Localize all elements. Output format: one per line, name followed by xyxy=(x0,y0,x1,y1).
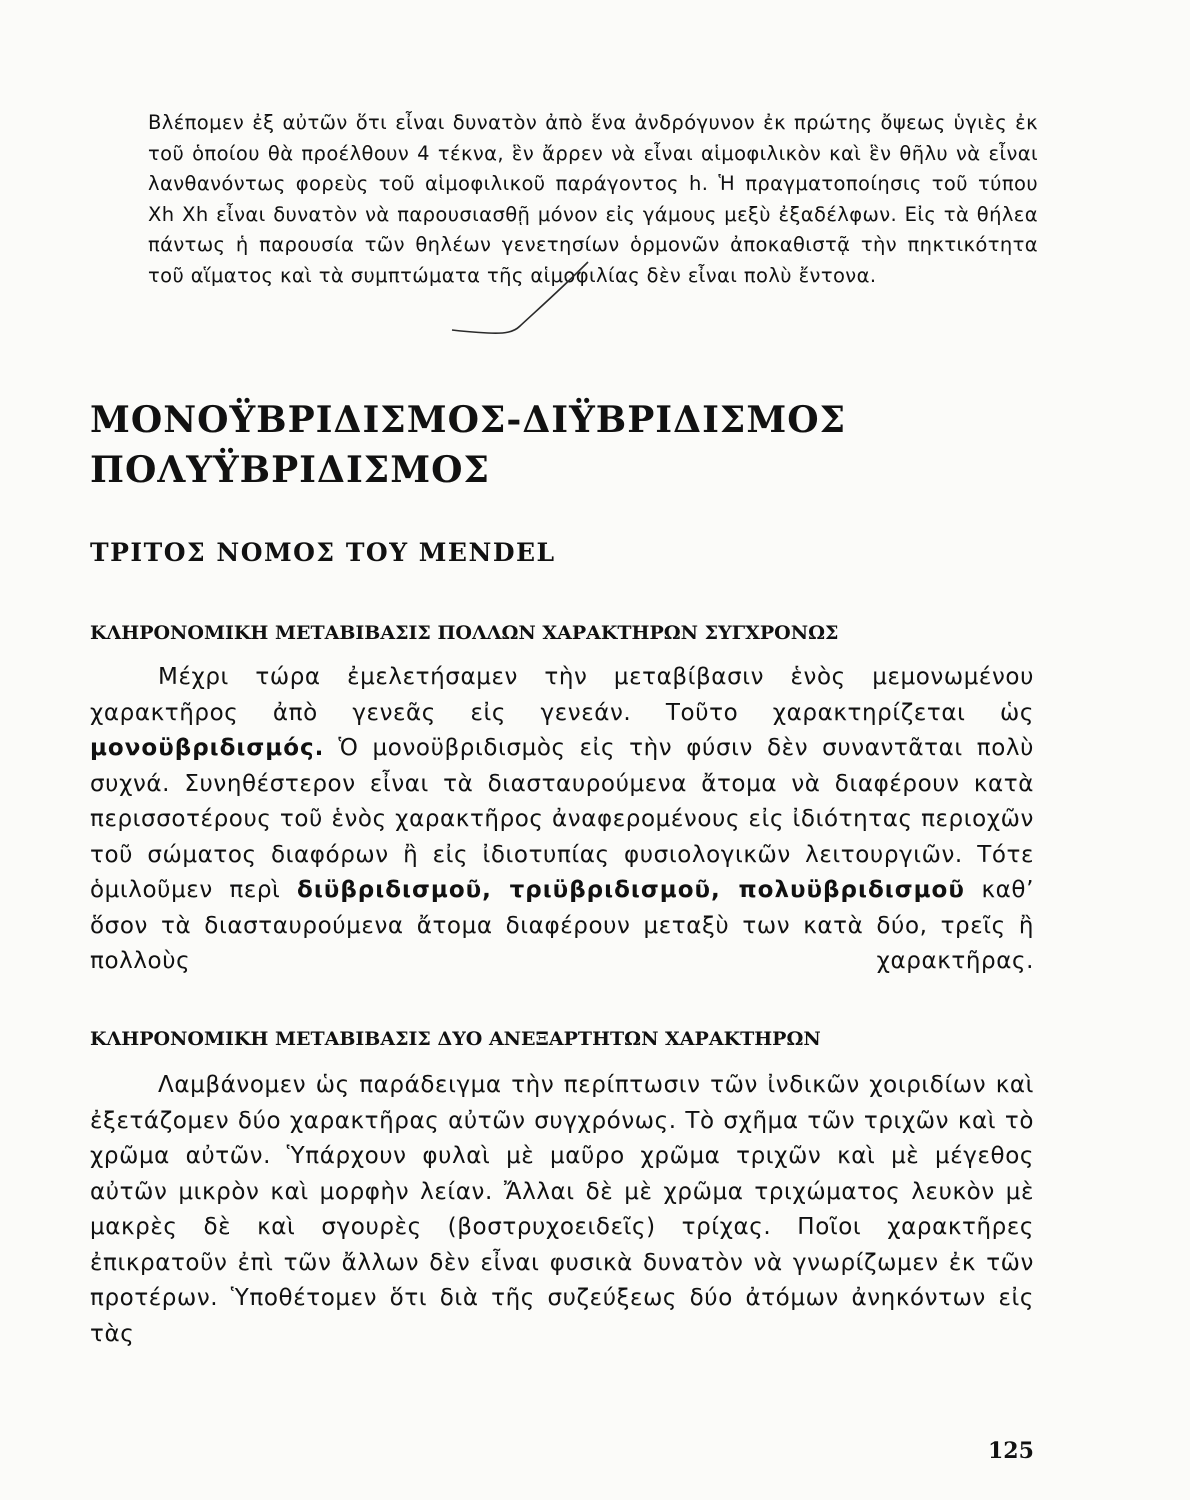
section1-text-c: καθ’ ὅσον τὰ διασταυρούμενα ἄτομα διαφέρουν μεταξὺ των κατὰ δύο, τρεῖς ἢ πολλοὺς χαρακτῆρας. xyxy=(90,877,1034,974)
section2-paragraph: Λαμβάνομεν ὡς παράδειγμα τὴν περίπτωσιν τῶν ἰνδικῶν χοιριδίων καὶ ἐξετάζομεν δύο χαρακτῆρας αὐτῶν συγχρόνως. Τὸ σχῆμα τῶν τριχῶν καὶ τὸ χρῶμα αὐτῶν. Ὑπάρχουν φυλαὶ μὲ μαῦρο χρῶμα τριχῶν καὶ μὲ μέγεθος αὐτῶν μικρὸν καὶ μορφὴν λείαν. Ἄλλαι δὲ μὲ χρῶμα τριχώματος λευκὸν μὲ μακρὲς δὲ καὶ σγουρὲς (βοστρυχοειδεῖς) τρίχας. Ποῖοι χαρακτῆρες ἐπικρατοῦν ἐπὶ τῶν ἄλλων δὲν εἶναι φυσικὰ δυνατὸν νὰ γνωρίζωμεν ἐκ τῶν προτέρων. Ὑποθέτομεν ὅτι διὰ τῆς συζεύξεως δύο ἀτόμων ἀνηκόντων εἰς τὰς xyxy=(90,1072,1034,1347)
section1-text-a: Μέχρι τώρα ἐμελετήσαμεν τὴν μεταβίβασιν ἑνὸς μεμονωμένου χαρακτῆρος ἀπὸ γενεᾶς εἰς γενεάν. Τοῦτο χαρακτηρίζεται ὡς xyxy=(90,664,1034,726)
main-heading-line2: ΠΟΛΥΫΒΡΙΔΙΣΜΟΣ xyxy=(90,449,490,491)
term-dihybridism: διϋβριδισμοῦ, τριϋβριδισμοῦ, πολυϋβριδισμοῦ xyxy=(297,877,965,903)
section1-heading: ΚΛΗΡΟΝΟΜΙΚΗ ΜΕΤΑΒΙΒΑΣΙΣ ΠΟΛΛΩΝ ΧΑΡΑΚΤΗΡΩΝ ΣΥΓΧΡΟΝΩΣ xyxy=(90,622,839,644)
section1-text-b: Ὁ μονοϋβριδισμὸς εἰς τὴν φύσιν δὲν συναντᾶται πολὺ συχνά. Συνηθέστερον εἶναι τὰ διασταυρούμενα ἄτομα νὰ διαφέρουν κατὰ περισσοτέρους τοῦ ἑνὸς χαρακτῆρος ἀναφερομένους εἰς ἰδιότητας περιοχῶν τοῦ σώματος διαφόρων ἢ εἰς ἰδιοτυπίας φυσιολογικῶν λειτουργιῶν. Τότε ὁμιλοῦμεν περὶ xyxy=(90,735,1034,903)
section1-paragraph xyxy=(90,660,1034,980)
page-number: 125 xyxy=(988,1438,1034,1464)
main-heading-line1: ΜΟΝΟΫΒΡΙΔΙΣΜΟΣ-ΔΙΫΒΡΙΔΙΣΜΟΣ xyxy=(90,399,847,441)
section2-heading: ΚΛΗΡΟΝΟΜΙΚΗ ΜΕΤΑΒΙΒΑΣΙΣ ΔΥΟ ΑΝΕΞΑΡΤΗΤΩΝ ΧΑΡΑΚΤΗΡΩΝ xyxy=(90,1028,821,1050)
intro-paragraph: Βλέπομεν ἐξ αὐτῶν ὅτι εἶναι δυνατὸν ἀπὸ ἕνα ἀνδρόγυνον ἐκ πρώτης ὄψεως ὑγιὲς ἐκ τοῦ ὁποίου θὰ προέλθουν 4 τέκνα, ἓν ἄρρεν νὰ εἶναι αἱμοφιλικὸν καὶ ἓν θῆλυ νὰ εἶναι λανθανόντως φορεὺς τοῦ αἱμοφιλικοῦ παράγοντος h. Ἡ πραγματοποίησις τοῦ τύπου Xh Xh εἶναι δυνατὸν νὰ παρουσιασθῇ μόνον εἰς γάμους μεξὺ ἐξαδέλφων. Εἰς τὰ θήλεα πάντως ἡ παρουσία τῶν θηλέων γενετησίων ὁρμονῶν ἀποκαθιστᾷ τὴν πηκτικότητα τοῦ αἵματος καὶ τὰ συμπτώματα τῆς αἱμοφιλίας δὲν εἶναι πολὺ ἔντονα. xyxy=(148,111,1038,287)
term-monohybridism: μονοϋβριδισμός. xyxy=(90,735,325,761)
law-heading: ΤΡΙΤΟΣ ΝΟΜΟΣ ΤΟΥ MENDEL xyxy=(90,538,556,567)
